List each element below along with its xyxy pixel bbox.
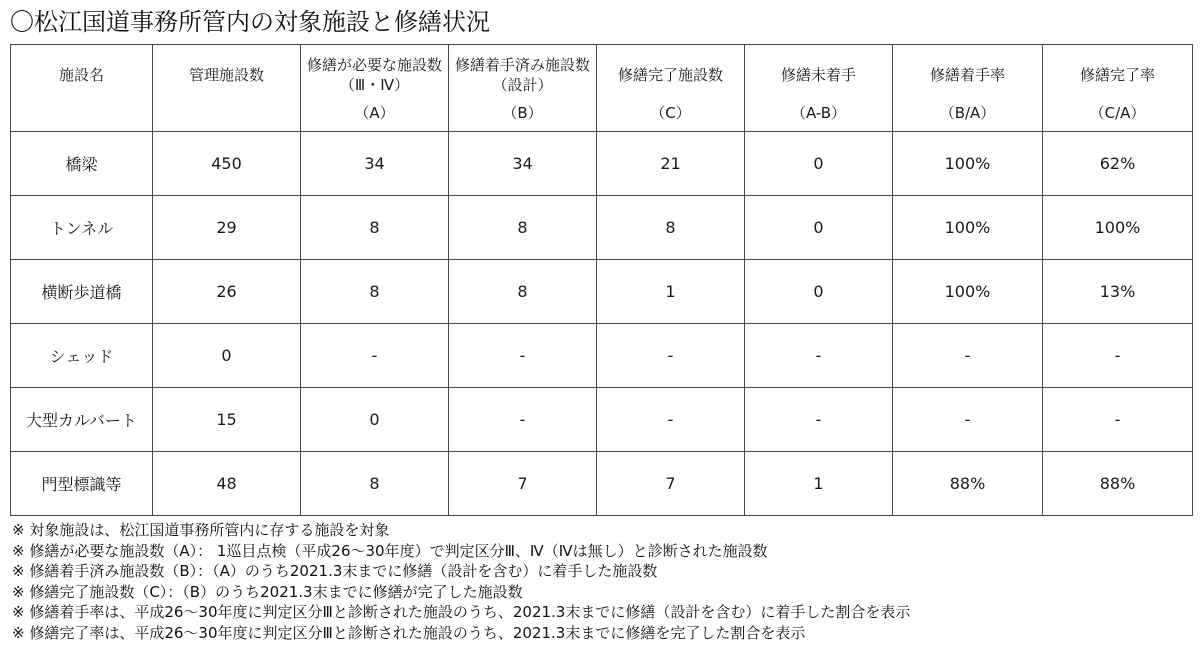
table-cell: 100% bbox=[893, 196, 1043, 260]
table-cell: 横断歩道橋 bbox=[11, 260, 153, 324]
header-label: 修繕完了率 bbox=[1079, 66, 1155, 84]
table-cell: 450 bbox=[153, 132, 301, 196]
table-cell: - bbox=[597, 388, 745, 452]
table-cell: 100% bbox=[1043, 196, 1193, 260]
table-cell: - bbox=[893, 324, 1043, 388]
table-cell: 34 bbox=[301, 132, 449, 196]
header-completion-rate bbox=[1043, 45, 1193, 132]
table-cell: 0 bbox=[745, 260, 893, 324]
header-label: 修繕着手率 bbox=[929, 66, 1005, 84]
header-repair-started bbox=[449, 45, 597, 132]
table-row-tunnel bbox=[11, 196, 1193, 260]
footnote: ※ 修繕完了率は、平成26～30年度に判定区分Ⅲと診断された施設のうち、2021.3末までに修繕を完了した割合を表示 bbox=[12, 623, 806, 642]
header-label: 管理施設数 bbox=[188, 66, 264, 84]
table-row-shed bbox=[11, 324, 1193, 388]
table-cell: - bbox=[449, 388, 597, 452]
table-cell: 100% bbox=[893, 260, 1043, 324]
table-row-culvert bbox=[11, 388, 1193, 452]
table-cell: 21 bbox=[597, 132, 745, 196]
table-cell: 1 bbox=[745, 452, 893, 516]
table-cell: 88% bbox=[1043, 452, 1193, 516]
table-cell: 34 bbox=[449, 132, 597, 196]
table-cell: 8 bbox=[301, 260, 449, 324]
table-cell: 48 bbox=[153, 452, 301, 516]
table-cell: 8 bbox=[301, 452, 449, 516]
footnote: ※ 修繕が必要な施設数（A）： 1巡目点検（平成26～30年度）で判定区分Ⅲ、Ⅳ（Ⅳは無し）と診断された施設数 bbox=[12, 541, 768, 560]
table-cell: 8 bbox=[301, 196, 449, 260]
header-sublabel: （C/A） bbox=[1089, 104, 1146, 122]
table-cell: 0 bbox=[745, 196, 893, 260]
table-cell: - bbox=[745, 324, 893, 388]
page-title: 〇松江国道事務所管内の対象施設と修繕状況 bbox=[10, 8, 490, 36]
table-cell: 0 bbox=[301, 388, 449, 452]
header-label: 修繕完了施設数 bbox=[617, 66, 723, 84]
header-label: 施設名 bbox=[58, 66, 104, 84]
header-label: 修繕未着手 bbox=[780, 66, 856, 84]
footnotes bbox=[12, 520, 910, 643]
table-cell: 26 bbox=[153, 260, 301, 324]
facility-status-table bbox=[10, 44, 1193, 516]
table-cell: 100% bbox=[893, 132, 1043, 196]
header-repair-completed bbox=[597, 45, 745, 132]
table-cell: 0 bbox=[745, 132, 893, 196]
table-cell: 0 bbox=[153, 324, 301, 388]
table-cell: シェッド bbox=[11, 324, 153, 388]
header-sublabel: （B/A） bbox=[939, 104, 996, 122]
header-label: 修繕が必要な施設数（Ⅲ・Ⅳ） bbox=[306, 56, 442, 94]
footnote: ※ 対象施設は、松江国道事務所管内に存する施設を対象 bbox=[12, 521, 390, 539]
table-cell: - bbox=[893, 388, 1043, 452]
table-cell: 大型カルバート bbox=[11, 388, 153, 452]
table-cell: 62% bbox=[1043, 132, 1193, 196]
table-cell: 7 bbox=[597, 452, 745, 516]
table-cell: - bbox=[301, 324, 449, 388]
header-start-rate bbox=[893, 45, 1043, 132]
table-cell: - bbox=[597, 324, 745, 388]
table-cell: トンネル bbox=[11, 196, 153, 260]
table-cell: 88% bbox=[893, 452, 1043, 516]
table-cell: 8 bbox=[449, 260, 597, 324]
table-cell: 29 bbox=[153, 196, 301, 260]
header-facility-name bbox=[11, 45, 153, 132]
table-cell: - bbox=[1043, 324, 1193, 388]
header-managed-count bbox=[153, 45, 301, 132]
table-cell: 門型標識等 bbox=[11, 452, 153, 516]
table-cell: 8 bbox=[449, 196, 597, 260]
table-row-pedestrian-bridge bbox=[11, 260, 1193, 324]
table-cell: 13% bbox=[1043, 260, 1193, 324]
footnote: ※ 修繕着手済み施設数（B）：（A）のうち2021.3末までに修繕（設計を含む）に着手した施設数 bbox=[12, 562, 658, 580]
table-cell: - bbox=[1043, 388, 1193, 452]
table-cell: 15 bbox=[153, 388, 301, 452]
table-cell: 7 bbox=[449, 452, 597, 516]
footnote: ※ 修繕完了施設数（C）：（B）のうち2021.3末までに修繕が完了した施設数 bbox=[12, 582, 523, 601]
header-sublabel: （B） bbox=[502, 104, 543, 122]
header-label: 修繕着手済み施設数（設計） bbox=[454, 56, 590, 94]
table-cell: 橋梁 bbox=[11, 132, 153, 196]
footnote: ※ 修繕着手率は、平成26～30年度に判定区分Ⅲと診断された施設のうち、2021.3末までに修繕（設計を含む）に着手した割合を表示 bbox=[12, 603, 911, 621]
table-cell: 1 bbox=[597, 260, 745, 324]
header-repair-needed bbox=[301, 45, 449, 132]
header-sublabel: （A-B） bbox=[790, 104, 847, 122]
table-cell: 8 bbox=[597, 196, 745, 260]
table-cell: - bbox=[745, 388, 893, 452]
table-cell: - bbox=[449, 324, 597, 388]
header-repair-not-started bbox=[745, 45, 893, 132]
table-row-gate-sign bbox=[11, 452, 1193, 516]
header-sublabel: （A） bbox=[354, 104, 395, 122]
header-sublabel: （C） bbox=[650, 104, 691, 122]
table-header-row bbox=[11, 45, 1193, 132]
table-row-bridge bbox=[11, 132, 1193, 196]
